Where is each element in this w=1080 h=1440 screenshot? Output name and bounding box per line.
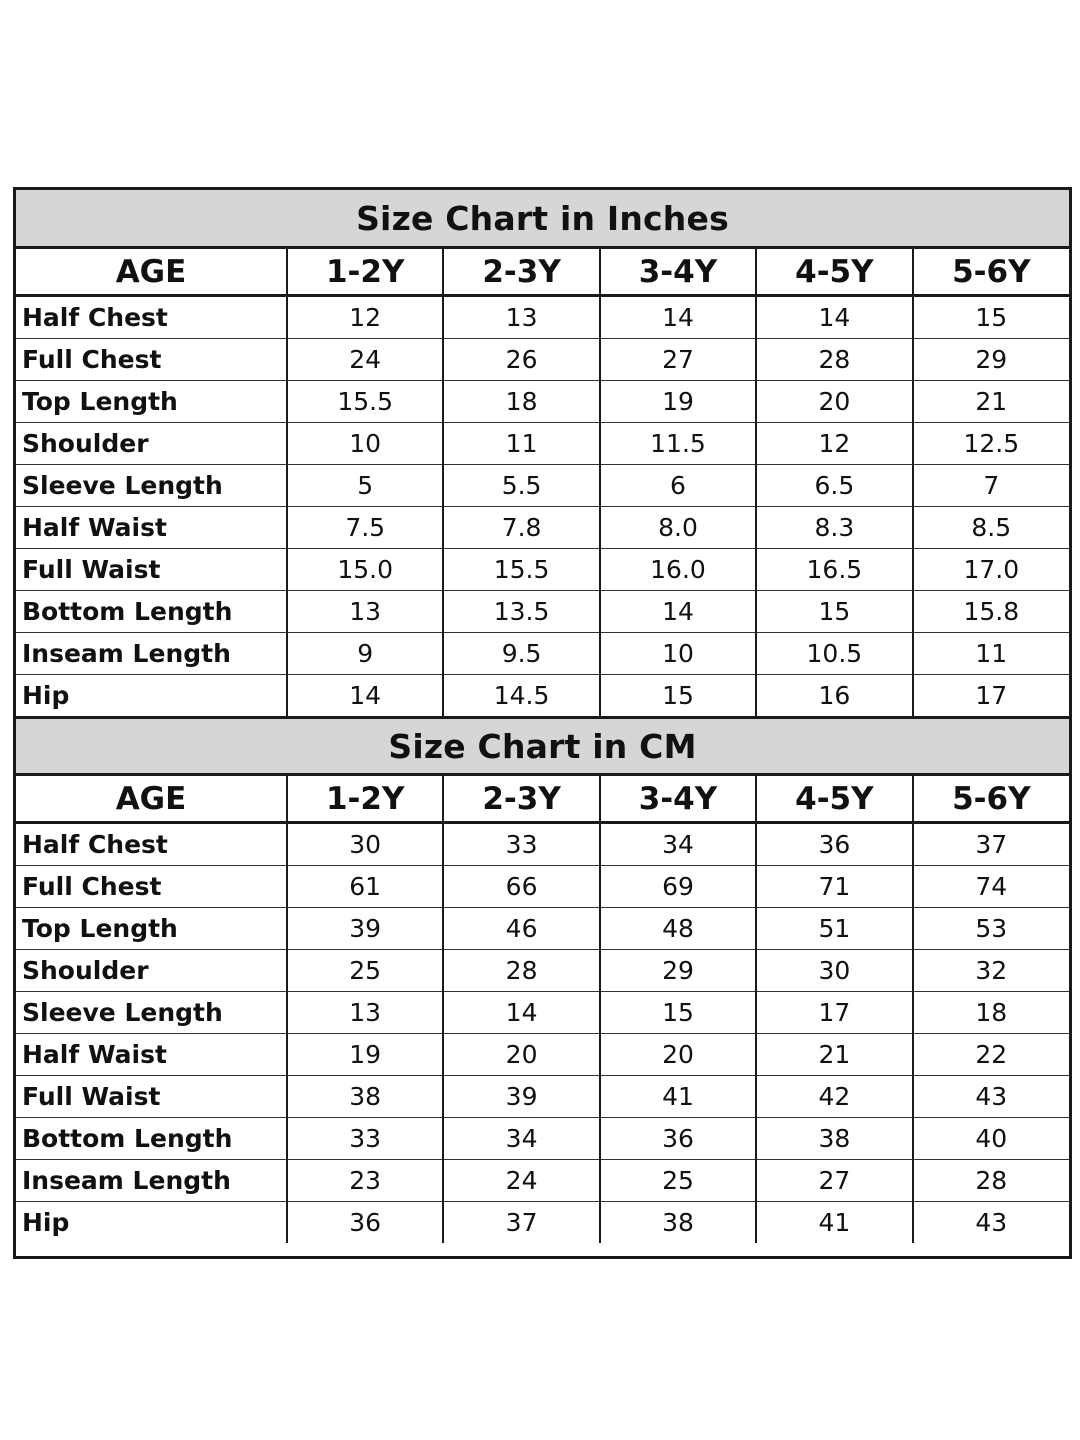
inches-cell-value: 7	[913, 465, 1069, 507]
inches-cell-value: 8.5	[913, 507, 1069, 549]
inches-cell-value: 14	[287, 675, 443, 718]
inches-table-row	[16, 675, 1069, 718]
cm-row-label: Hip	[16, 1202, 287, 1244]
inches-cell-value: 8.0	[600, 507, 756, 549]
inches-row-label: Half Waist	[16, 507, 287, 549]
cm-cell-value: 20	[600, 1034, 756, 1076]
inches-title-row	[16, 190, 1069, 248]
cm-cell-value: 46	[443, 908, 599, 950]
cm-cell-value: 71	[756, 866, 912, 908]
size-chart-body	[16, 190, 1069, 1243]
inches-cell-value: 14.5	[443, 675, 599, 718]
inches-cell-value: 13	[443, 296, 599, 339]
inches-cell-value: 15	[600, 675, 756, 718]
inches-header-4-5y: 4-5Y	[756, 248, 912, 296]
cm-cell-value: 18	[913, 992, 1069, 1034]
inches-cell-value: 27	[600, 339, 756, 381]
inches-cell-value: 28	[756, 339, 912, 381]
inches-row-label: Hip	[16, 675, 287, 718]
cm-cell-value: 36	[600, 1118, 756, 1160]
inches-row-label: Full Waist	[16, 549, 287, 591]
cm-cell-value: 28	[443, 950, 599, 992]
cm-cell-value: 37	[913, 823, 1069, 866]
inches-cell-value: 10	[287, 423, 443, 465]
cm-header-5-6y: 5-6Y	[913, 775, 1069, 823]
inches-cell-value: 12.5	[913, 423, 1069, 465]
cm-cell-value: 36	[756, 823, 912, 866]
inches-table-row	[16, 507, 1069, 549]
inches-cell-value: 19	[600, 381, 756, 423]
cm-cell-value: 28	[913, 1160, 1069, 1202]
cm-cell-value: 42	[756, 1076, 912, 1118]
inches-row-label: Half Chest	[22, 303, 168, 332]
inches-cell-value: 16.5	[756, 549, 912, 591]
cm-cell-value: 25	[600, 1160, 756, 1202]
cm-cell-value: 41	[600, 1076, 756, 1118]
inches-header-1-2y: 1-2Y	[287, 248, 443, 296]
cm-cell-value: 15	[600, 992, 756, 1034]
cm-table-row	[16, 1160, 1069, 1202]
inches-header-2-3y: 2-3Y	[443, 248, 599, 296]
cm-cell-value: 39	[287, 908, 443, 950]
inches-cell-value: 9	[287, 633, 443, 675]
cm-cell-value: 24	[443, 1160, 599, 1202]
cm-cell-value: 40	[913, 1118, 1069, 1160]
inches-cell-value: 16.0	[600, 549, 756, 591]
cm-table-row	[16, 866, 1069, 908]
cm-header-1-2y: 1-2Y	[287, 775, 443, 823]
cm-row-label: Full Waist	[16, 1076, 287, 1118]
cm-cell-value: 13	[287, 992, 443, 1034]
cm-cell-value: 33	[287, 1118, 443, 1160]
inches-cell-value: 15.8	[913, 591, 1069, 633]
cm-cell-value: 32	[913, 950, 1069, 992]
cm-table-row	[16, 992, 1069, 1034]
inches-cell-value: 24	[287, 339, 443, 381]
cm-header-4-5y: 4-5Y	[756, 775, 912, 823]
cm-cell-value: 23	[287, 1160, 443, 1202]
cm-cell-value: 43	[913, 1202, 1069, 1244]
cm-cell-value: 38	[600, 1202, 756, 1244]
inches-cell-value: 13.5	[443, 591, 599, 633]
inches-cell-value: 10.5	[756, 633, 912, 675]
inches-cell-value: 15	[913, 296, 1069, 339]
inches-row-label: Full Chest	[16, 339, 287, 381]
cm-cell-value: 30	[287, 823, 443, 866]
inches-cell-value: 11	[913, 633, 1069, 675]
cm-cell-value: 39	[443, 1076, 599, 1118]
inches-table-row	[16, 381, 1069, 423]
cm-cell-value: 21	[756, 1034, 912, 1076]
inches-header-3-4y: 3-4Y	[600, 248, 756, 296]
inches-table-row	[16, 465, 1069, 507]
cm-row-label: Half Chest	[22, 830, 168, 859]
inches-cell-value: 12	[287, 296, 443, 339]
cm-header-row	[16, 775, 1069, 823]
cm-cell-value: 38	[287, 1076, 443, 1118]
inches-header-5-6y: 5-6Y	[913, 248, 1069, 296]
cm-table-row	[16, 950, 1069, 992]
inches-table-row	[16, 423, 1069, 465]
cm-cell-value: 53	[913, 908, 1069, 950]
inches-cell-value: 13	[287, 591, 443, 633]
cm-cell-value: 17	[756, 992, 912, 1034]
inches-header-row	[16, 248, 1069, 296]
cm-title-row	[16, 718, 1069, 775]
cm-row-label: Half Waist	[16, 1034, 287, 1076]
cm-cell-value: 25	[287, 950, 443, 992]
cm-title: Size Chart in CM	[16, 718, 1069, 775]
size-chart-table	[16, 190, 1069, 1243]
cm-table-row	[16, 1076, 1069, 1118]
inches-cell-value: 18	[443, 381, 599, 423]
cm-header-2-3y: 2-3Y	[443, 775, 599, 823]
cm-cell-value: 27	[756, 1160, 912, 1202]
inches-row-label: Inseam Length	[16, 633, 287, 675]
inches-row-label: Bottom Length	[16, 591, 287, 633]
cm-cell-value: 41	[756, 1202, 912, 1244]
inches-cell-value: 14	[600, 591, 756, 633]
inches-row-label: Shoulder	[16, 423, 287, 465]
cm-row-label: Full Chest	[16, 866, 287, 908]
cm-cell-value: 22	[913, 1034, 1069, 1076]
inches-cell-value: 15.5	[443, 549, 599, 591]
cm-row-label: Inseam Length	[16, 1160, 287, 1202]
cm-cell-value: 61	[287, 866, 443, 908]
cm-cell-value: 29	[600, 950, 756, 992]
cm-row-label: Sleeve Length	[16, 992, 287, 1034]
inches-cell-value: 11.5	[600, 423, 756, 465]
inches-table-row	[16, 339, 1069, 381]
inches-cell-value: 12	[756, 423, 912, 465]
inches-cell-value: 10	[600, 633, 756, 675]
cm-cell-value: 19	[287, 1034, 443, 1076]
cm-cell-value: 36	[287, 1202, 443, 1244]
cm-table-row	[16, 1202, 1069, 1244]
inches-cell-value: 17	[913, 675, 1069, 718]
cm-table-row	[16, 1034, 1069, 1076]
inches-cell-value: 15	[756, 591, 912, 633]
cm-table-row	[16, 908, 1069, 950]
inches-cell-value: 11	[443, 423, 599, 465]
inches-cell-value: 15.0	[287, 549, 443, 591]
inches-cell-value: 8.3	[756, 507, 912, 549]
inches-cell-value: 5.5	[443, 465, 599, 507]
inches-cell-value: 17.0	[913, 549, 1069, 591]
inches-cell-value: 21	[913, 381, 1069, 423]
inches-cell-value: 29	[913, 339, 1069, 381]
size-chart	[13, 187, 1072, 1259]
cm-cell-value: 34	[443, 1118, 599, 1160]
cm-cell-value: 14	[443, 992, 599, 1034]
cm-cell-value: 38	[756, 1118, 912, 1160]
inches-cell-value: 16	[756, 675, 912, 718]
inches-cell-value: 14	[600, 296, 756, 339]
cm-header-age: AGE	[16, 775, 287, 823]
inches-cell-value: 20	[756, 381, 912, 423]
cm-cell-value: 43	[913, 1076, 1069, 1118]
inches-cell-value: 7.8	[443, 507, 599, 549]
inches-cell-value: 6	[600, 465, 756, 507]
cm-cell-value: 69	[600, 866, 756, 908]
inches-table-row	[16, 591, 1069, 633]
inches-cell-value: 7.5	[287, 507, 443, 549]
cm-cell-value: 30	[756, 950, 912, 992]
cm-cell-value: 48	[600, 908, 756, 950]
inches-cell-value: 15.5	[287, 381, 443, 423]
cm-cell-value: 34	[600, 823, 756, 866]
inches-cell-value: 5	[287, 465, 443, 507]
inches-table-row	[16, 549, 1069, 591]
cm-table-row	[16, 1118, 1069, 1160]
inches-title: Size Chart in Inches	[16, 190, 1069, 248]
cm-row-label: Top Length	[16, 908, 287, 950]
cm-cell-value: 74	[913, 866, 1069, 908]
cm-cell-value: 37	[443, 1202, 599, 1244]
inches-cell-value: 9.5	[443, 633, 599, 675]
cm-header-3-4y: 3-4Y	[600, 775, 756, 823]
inches-row-label: Top Length	[16, 381, 287, 423]
inches-header-age: AGE	[16, 248, 287, 296]
cm-row-label: Bottom Length	[16, 1118, 287, 1160]
cm-cell-value: 33	[443, 823, 599, 866]
inches-table-row	[16, 633, 1069, 675]
inches-table-row	[16, 296, 1069, 339]
cm-cell-value: 20	[443, 1034, 599, 1076]
inches-cell-value: 14	[756, 296, 912, 339]
cm-table-row	[16, 823, 1069, 866]
cm-row-label: Shoulder	[16, 950, 287, 992]
cm-cell-value: 51	[756, 908, 912, 950]
inches-row-label: Sleeve Length	[16, 465, 287, 507]
inches-cell-value: 26	[443, 339, 599, 381]
inches-cell-value: 6.5	[756, 465, 912, 507]
cm-cell-value: 66	[443, 866, 599, 908]
